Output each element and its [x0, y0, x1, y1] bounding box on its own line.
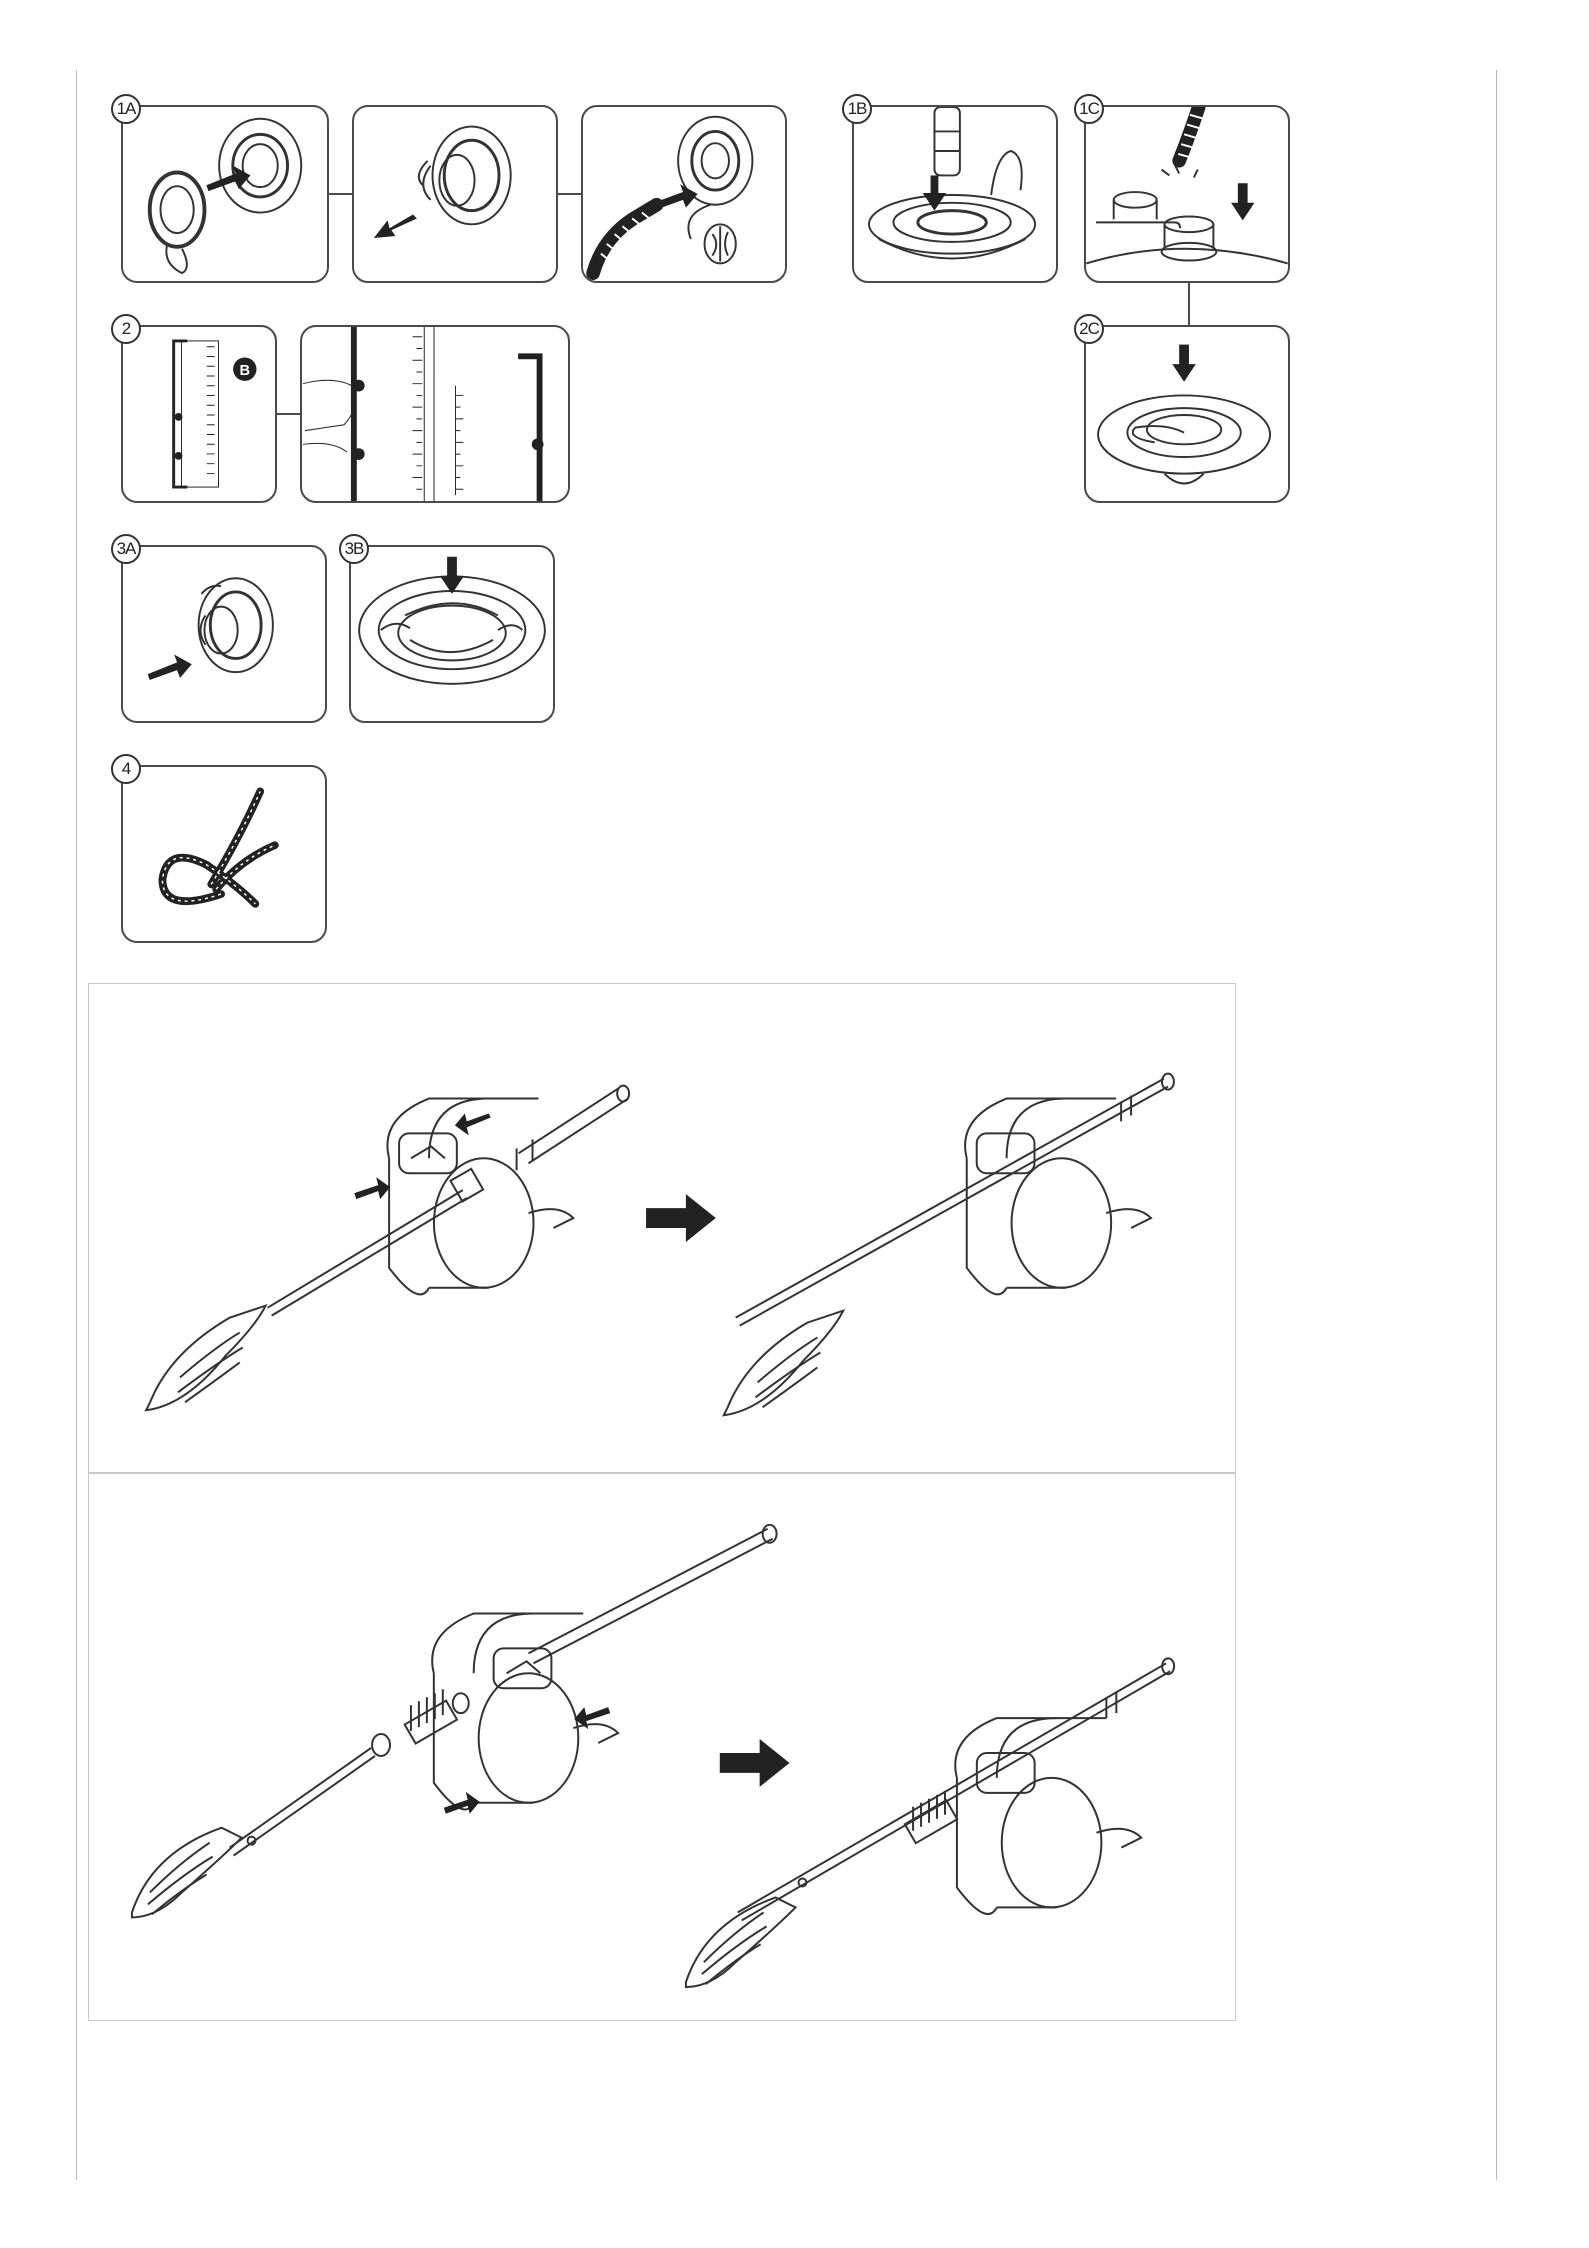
- step-label-3a: 3A: [111, 534, 141, 564]
- panel-3a-close-cap: [121, 545, 327, 723]
- connector-line: [277, 413, 300, 415]
- oar-holder-illustration-2: [89, 1474, 1235, 2020]
- step-label-3b: 3B: [339, 534, 369, 564]
- panel-1a-hose: [581, 105, 787, 283]
- step-label-1b: 1B: [842, 94, 872, 124]
- valve-pin-illustration: [854, 107, 1056, 281]
- panel-3b-press-valve: [349, 545, 555, 723]
- connector-line: [558, 193, 581, 195]
- panel-2-measure: [300, 325, 570, 503]
- valve-press-illustration: [351, 547, 553, 721]
- step-label-1c: 1C: [1074, 94, 1104, 124]
- connector-line: [329, 193, 352, 195]
- cap-close-illustration: [123, 547, 325, 721]
- left-margin-line: [76, 70, 77, 2180]
- gauge-measure-illustration: [302, 327, 568, 501]
- panel-2-ruler: [121, 325, 277, 503]
- gauge-card-illustration: [123, 327, 275, 501]
- panel-2c-close-valve: [1084, 325, 1290, 503]
- valve-close-illustration: [1086, 327, 1288, 501]
- oar-assembly-figure-2: [88, 1473, 1236, 2021]
- hose-insert-illustration: [583, 107, 785, 281]
- rope-illustration: [123, 767, 325, 941]
- panel-1a-attach-valve: [121, 105, 329, 283]
- right-margin-line: [1496, 70, 1497, 2180]
- panel-1b-valve-pin: [852, 105, 1058, 283]
- valve-cap-illustration: [123, 107, 327, 281]
- panel-1c-pump-valve: [1084, 105, 1290, 283]
- oar-assembly-figure-1: [88, 983, 1236, 1473]
- ruler-badge-text: B: [239, 363, 251, 380]
- connector-line: [1188, 283, 1190, 325]
- step-label-4: 4: [111, 754, 141, 784]
- pump-valve-illustration: [1086, 107, 1288, 281]
- step-label-2: 2: [111, 314, 141, 344]
- panel-4-rope: [121, 765, 327, 943]
- step-label-1a: 1A: [111, 94, 141, 124]
- step-label-2c: 2C: [1074, 314, 1104, 344]
- valve-twist-illustration: [354, 107, 556, 281]
- oar-holder-illustration-1: [89, 984, 1235, 1472]
- panel-1a-twist: [352, 105, 558, 283]
